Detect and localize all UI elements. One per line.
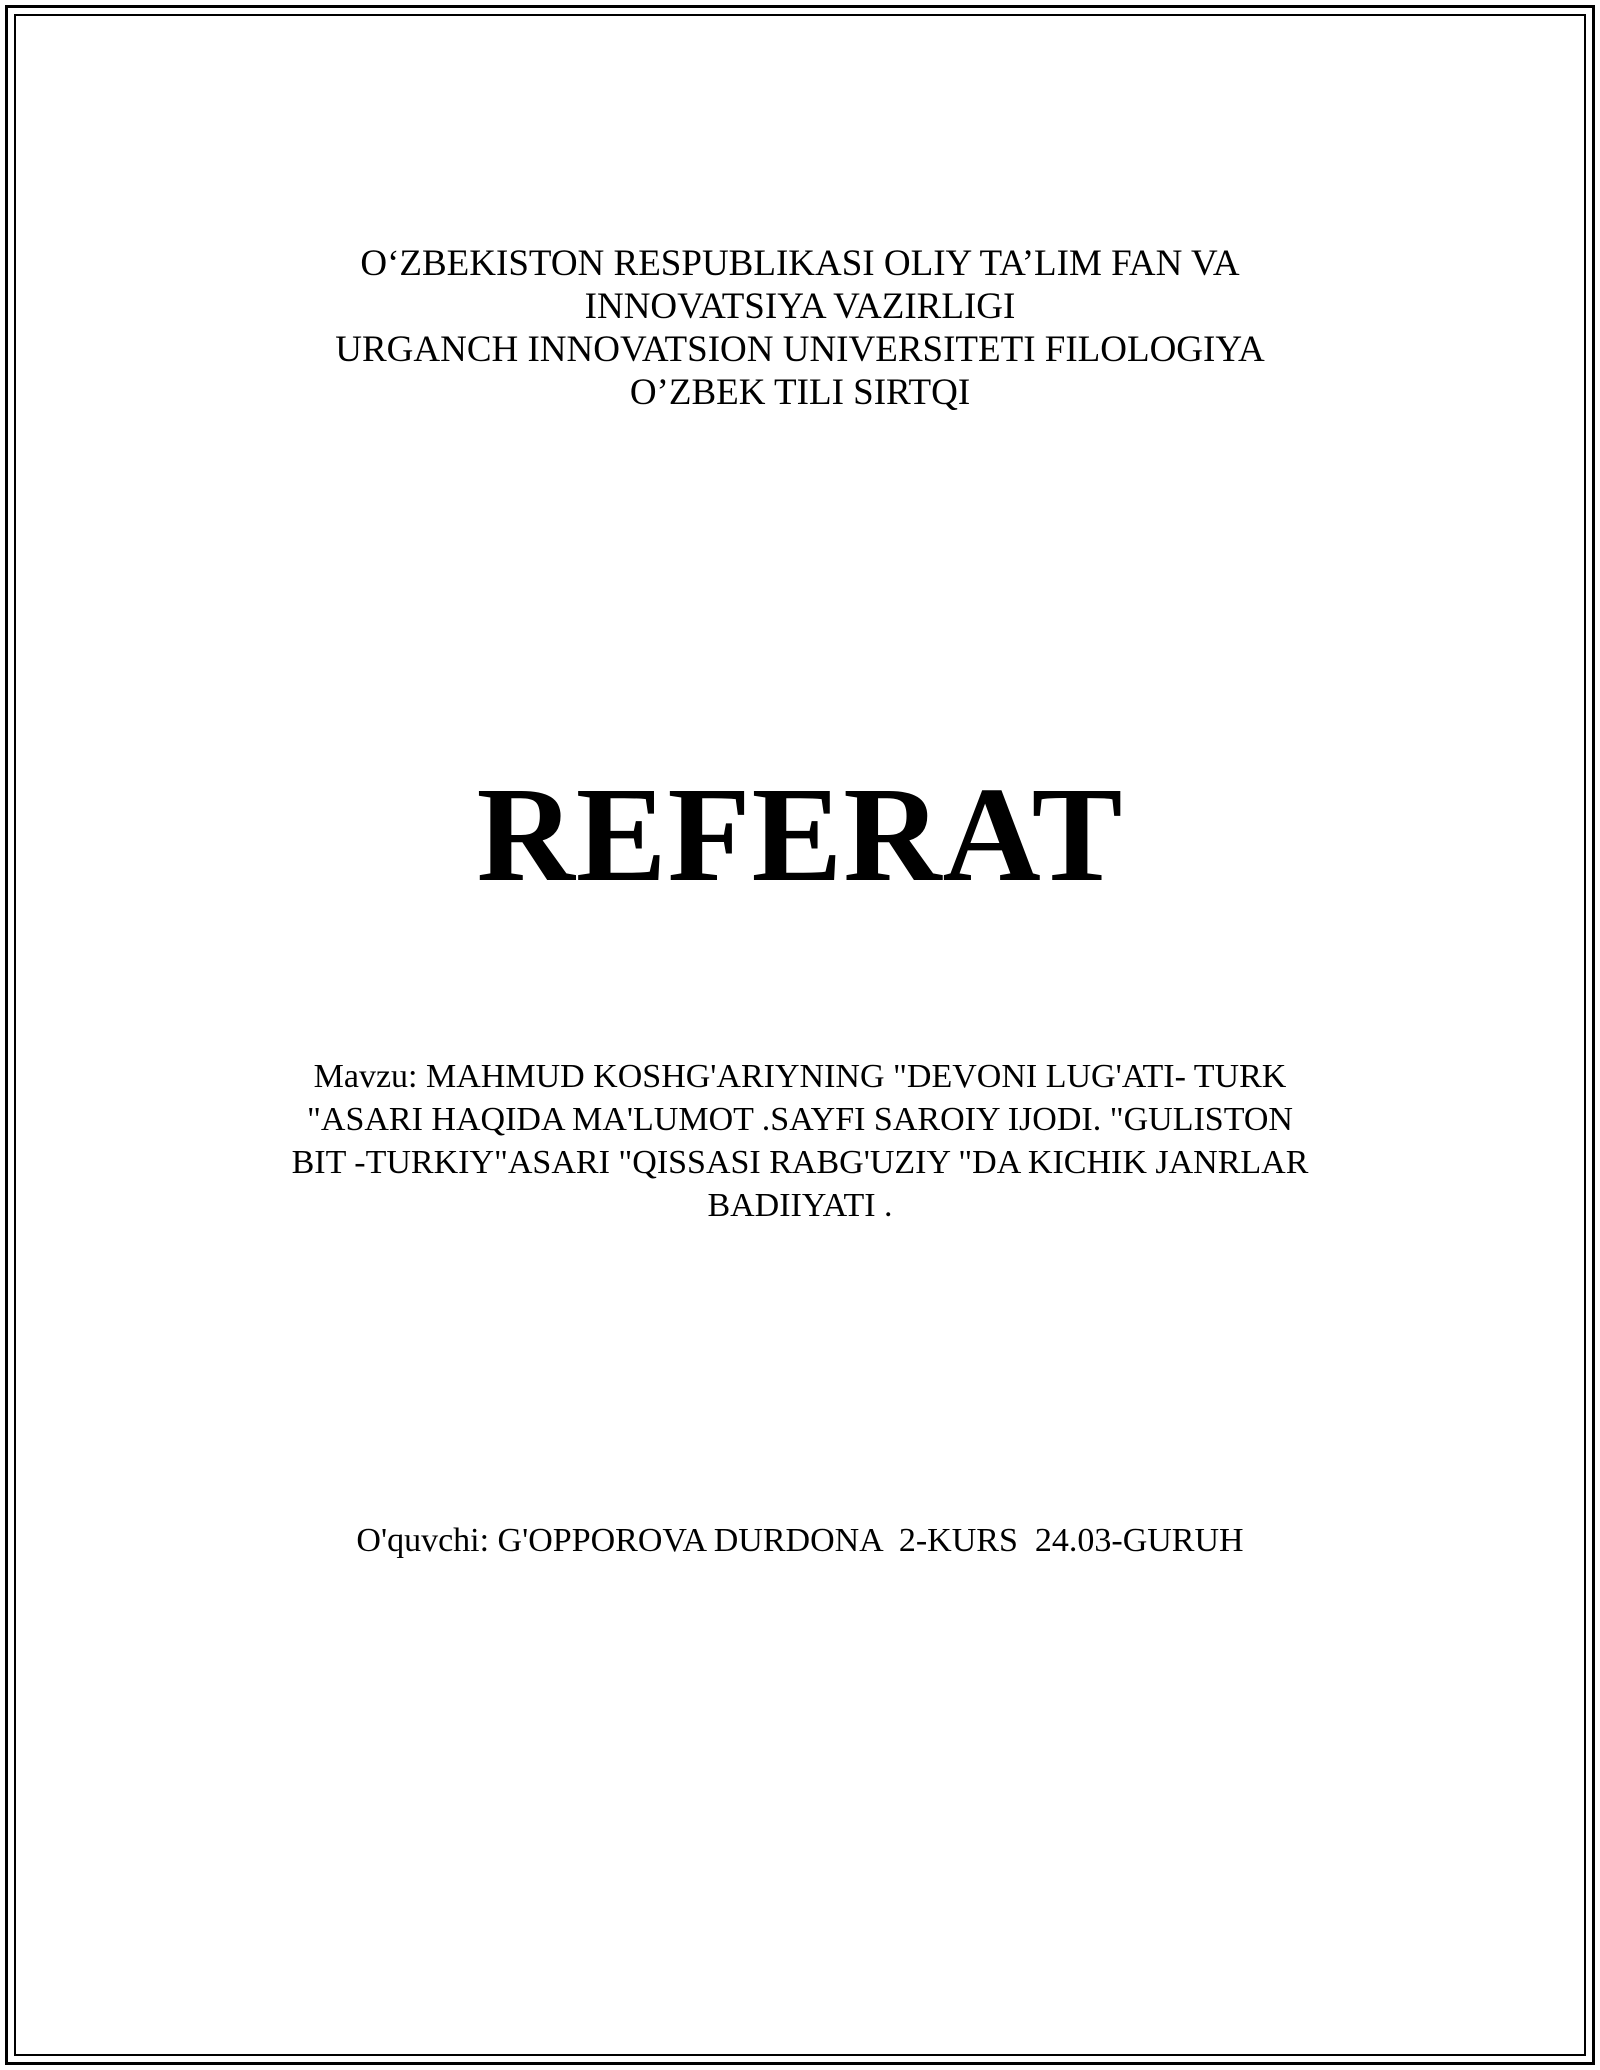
topic-line: Mavzu: MAHMUD KOSHG'ARIYNING "DEVONI LUG'ATI- TURK [313, 1058, 1287, 1095]
header-line-ministry-1: O‘ZBEKISTON RESPUBLIKASI OLIY TA’LIM FAN VA [360, 243, 1240, 284]
topic-block [0, 1055, 1600, 1227]
student-info: O'quvchi: G'OPPOROVA DURDONA 2-KURS 24.03-GURUH [356, 1522, 1244, 1559]
topic-line: "ASARI HAQIDA MA'LUMOT .SAYFI SAROIY IJODI. "GULISTON [307, 1101, 1293, 1138]
institution-header [0, 242, 1600, 414]
topic-line: BIT -TURKIY"ASARI "QISSASI RABG'UZIY "DA KICHIK JANRLAR [291, 1144, 1309, 1181]
header-line-department: O’ZBEK TILI SIRTQI [629, 372, 971, 413]
document-type-title: REFERAT [476, 760, 1124, 910]
header-line-ministry-2: INNOVATSIYA VAZIRLIGI [584, 286, 1016, 327]
topic-line: BADIIYATI . [707, 1187, 893, 1224]
header-line-university: URGANCH INNOVATSION UNIVERSITETI FILOLOGIYA [335, 329, 1265, 370]
